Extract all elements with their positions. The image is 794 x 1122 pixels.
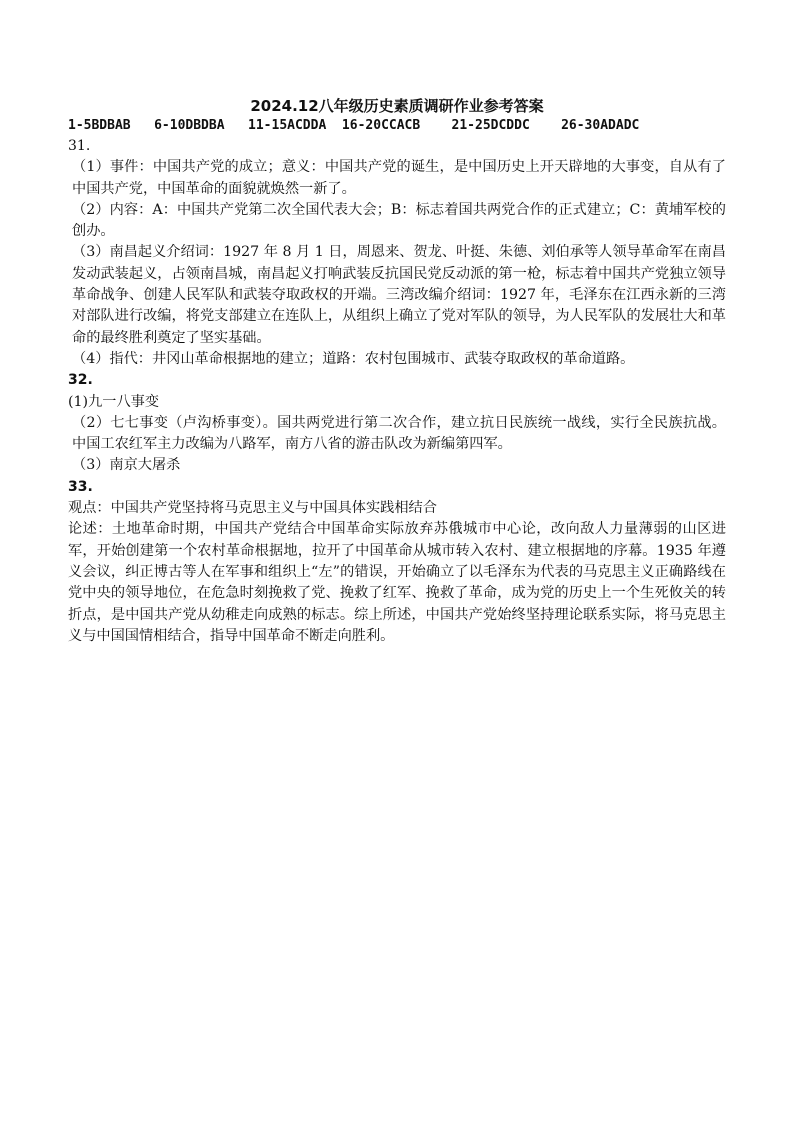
question-32-part-3: （3）南京大屠杀 [72,457,181,474]
question-31-number: 31. [68,138,91,154]
question-31-part-1: （1）事件：中国共产党的成立；意义：中国共产党的诞生，是中国历史上开天辟地的大事变，自从有了中国共产党，中国革命的面貌就焕然一新了。 [72,159,726,197]
question-33-viewpoint: 观点：中国共产党坚持将马克思主义与中国具体实践相结合 [68,500,437,517]
question-32-part-1: (1)九一八事变 [68,393,160,410]
question-32-part-2: （2）七七事变（卢沟桥事变）。国共两党进行第二次合作，建立抗日民族统一战线，实行全民族抗战。中国工农红军主力改编为八路军，南方八省的游击队改为新编第四军。 [72,414,726,453]
choice-answers: 1-5BDBAB 6-10DBDBA 11-15ACDDA 16-20CCACB 21-25DCDDC 26-30ADADC [68,118,640,133]
question-33-number: 33. [68,478,93,495]
question-31-part-4: （4）指代：井冈山革命根据地的建立；道路：农村包围城市、武装夺取政权的革命道路。 [72,350,635,367]
question-32-number: 32. [68,372,93,389]
question-33-argument: 论述：土地革命时期，中国共产党结合中国革命实际放弃苏俄城市中心论，改向敌人力量薄弱的山区进军，开始创建第一个农村革命根据地，拉开了中国革命从城市转入农村、建立根据地的序幕。1935 年遵义会议，纠正博古等人在军事和组织上“左”的错误，开始确立了以毛泽东为代表的马克思主义正确路线在党中央的领导地位，在危急时刻挽救了党、挽救了红军、挽救了革命，成为党的历史上一个生死攸关的转折点，是中国共产党从幼稚走向成熟的标志。综上所述，中国共产党始终坚持理论联系实际，将马克思主义与中国国情相结合，指导中国革命不断走向胜利。 [68,521,726,644]
question-31-part-3: （3）南昌起义介绍词：1927 年 8 月 1 日，周恩来、贺龙、叶挺、朱德、刘伯承等人领导革命军在南昌发动武装起义，占领南昌城，南昌起义打响武装反抗国民党反动派的第一枪，标志着中国共产党独立领导革命战争、创建人民军队和武装夺取政权的开端。三湾改编介绍词：1927 年，毛泽东在江西永新的三湾对部队进行改编，将党支部建立在连队上，从组织上确立了党对军队的领导，为人民军队的发展壮大和革命的最终胜利奠定了坚实基础。 [72,244,726,346]
question-31-part-2: （2）内容：A：中国共产党第二次全国代表大会；B：标志着国共两党合作的正式建立；C：黄埔军校的创办。 [72,201,726,240]
page-title: 2024.12八年级历史素质调研作业参考答案 [250,97,544,115]
